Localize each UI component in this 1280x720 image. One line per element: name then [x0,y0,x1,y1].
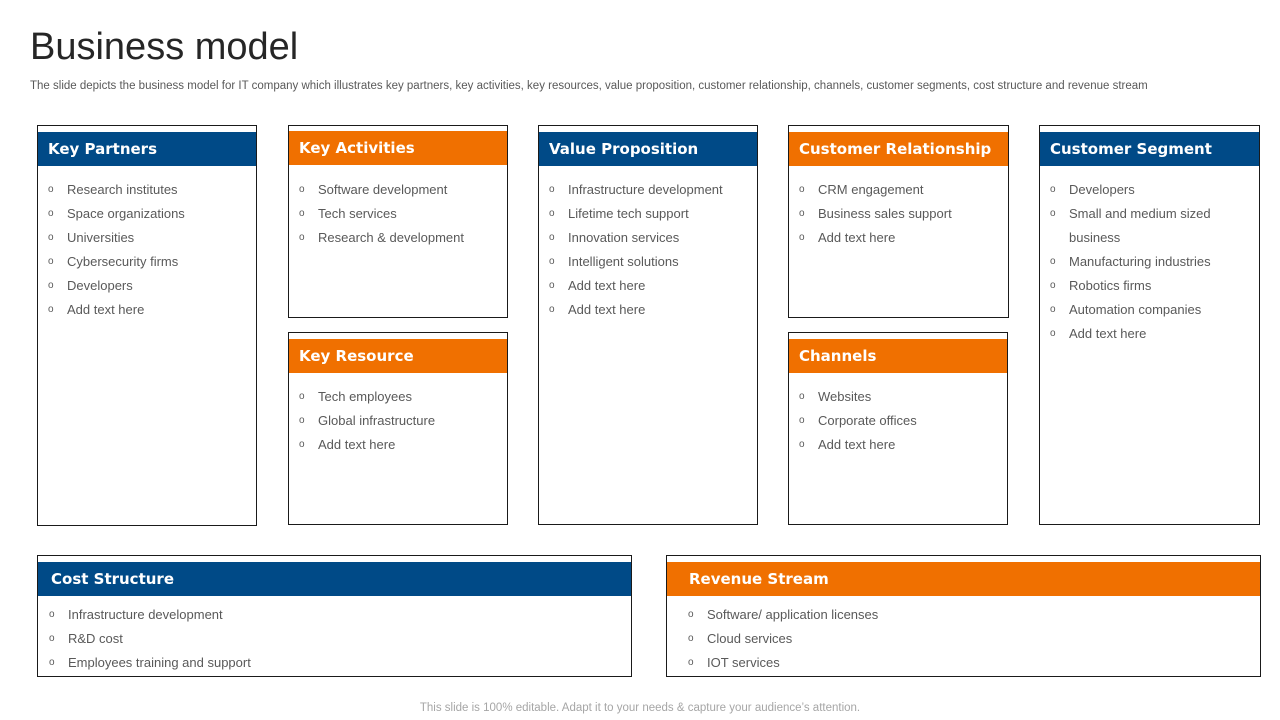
revenue-stream-heading: Revenue Stream [667,562,1260,596]
key-partners-box [37,125,257,526]
bullet-icon: o [688,609,694,620]
channels-heading: Channels [789,339,1007,373]
key-resource-heading: Key Resource [289,339,507,373]
bullet-icon: o [549,232,555,243]
bullet-icon: o [48,256,54,267]
list-item-text: Tech services [318,206,397,221]
bullet-icon: o [49,633,55,644]
bullet-icon: o [1050,208,1056,219]
list-item-text: Small and medium sized business [1069,206,1211,245]
list-item-text: Add text here [568,302,646,317]
list-item [688,651,1252,675]
bullet-icon: o [299,391,305,402]
list-item-text: Global infrastructure [318,413,436,428]
value-proposition-heading: Value Proposition [539,132,757,166]
list-item [799,385,999,409]
bullet-icon: o [299,232,305,243]
list-item-text: Add text here [67,302,145,317]
list-item [48,298,248,322]
list-item-text: Robotics firms [1069,278,1152,293]
list-item [299,433,499,457]
footer-note: This slide is 100% editable. Adapt it to your needs & capture your audience’s attention. [419,702,861,714]
value-proposition-box [538,125,758,525]
list-item [1050,178,1251,202]
list-item [549,202,749,226]
customer-segment-heading: Customer Segment [1040,132,1259,166]
bullet-icon: o [299,415,305,426]
list-item [549,274,749,298]
key-partners-list [48,178,248,322]
list-item-text: Business sales support [818,206,952,221]
bullet-icon: o [1050,328,1056,339]
list-item-text: Developers [67,278,133,293]
bullet-icon: o [1050,304,1056,315]
key-resource-box [288,332,508,525]
list-item-text: IOT services [707,655,780,670]
list-item [799,178,1000,202]
bullet-icon: o [299,439,305,450]
bullet-icon: o [48,304,54,315]
customer-segment-box [1039,125,1260,525]
revenue-stream-list [688,603,1252,675]
list-item [299,385,499,409]
list-item-text: Add text here [818,230,896,245]
list-item [799,226,1000,250]
list-item-text: Corporate offices [818,413,917,428]
bullet-icon: o [48,208,54,219]
list-item [299,202,499,226]
list-item [49,603,623,627]
key-partners-heading: Key Partners [38,132,256,166]
list-item-text: Websites [818,389,872,404]
bullet-icon: o [549,256,555,267]
bullet-icon: o [549,280,555,291]
list-item-text: Tech employees [318,389,412,404]
bullet-icon: o [799,391,805,402]
revenue-stream-box [666,555,1261,677]
value-proposition-list [549,178,749,322]
list-item [48,274,248,298]
bullet-icon: o [688,633,694,644]
bullet-icon: o [1050,256,1056,267]
bullet-icon: o [299,208,305,219]
key-activities-list [299,178,499,250]
cost-structure-heading: Cost Structure [38,562,631,596]
list-item [688,603,1252,627]
bullet-icon: o [688,657,694,668]
page-title: Business model [30,26,299,68]
list-item [48,202,248,226]
customer-relationship-box [788,125,1009,318]
list-item-text: Software development [318,182,448,197]
list-item-text: Research institutes [67,182,178,197]
bullet-icon: o [549,208,555,219]
list-item [48,250,248,274]
key-activities-heading: Key Activities [289,131,507,165]
cost-structure-box [37,555,632,677]
list-item-text: Add text here [318,437,396,452]
list-item [299,409,499,433]
list-item-text: Developers [1069,182,1135,197]
list-item [549,250,749,274]
list-item [1050,250,1251,274]
list-item-text: Innovation services [568,230,680,245]
channels-list [799,385,999,457]
list-item [48,178,248,202]
list-item [799,202,1000,226]
list-item-text: Lifetime tech support [568,206,689,221]
list-item-text: Cloud services [707,631,793,646]
list-item-text: Infrastructure development [68,607,223,622]
list-item-text: CRM engagement [818,182,924,197]
bullet-icon: o [799,208,805,219]
list-item-text: Add text here [568,278,646,293]
list-item [1050,322,1251,346]
cost-structure-list [49,603,623,675]
list-item-text: Research & development [318,230,464,245]
bullet-icon: o [799,415,805,426]
list-item [549,226,749,250]
list-item-text: Manufacturing industries [1069,254,1211,269]
list-item-text: Infrastructure development [568,182,723,197]
list-item [799,409,999,433]
list-item [1050,298,1251,322]
list-item-text: Cybersecurity firms [67,254,179,269]
list-item [549,298,749,322]
list-item-text: Add text here [1069,326,1147,341]
list-item-text: Intelligent solutions [568,254,679,269]
list-item [49,627,623,651]
customer-segment-list [1050,178,1251,346]
customer-relationship-list [799,178,1000,250]
bullet-icon: o [299,184,305,195]
channels-box [788,332,1008,525]
list-item [688,627,1252,651]
bullet-icon: o [48,280,54,291]
list-item-text: Automation companies [1069,302,1202,317]
bullet-icon: o [1050,184,1056,195]
bullet-icon: o [1050,280,1056,291]
list-item [299,226,499,250]
list-item-text: Software/ application licenses [707,607,879,622]
list-item-text: Employees training and support [68,655,251,670]
bullet-icon: o [799,232,805,243]
bullet-icon: o [48,184,54,195]
list-item [48,226,248,250]
key-activities-box [288,125,508,318]
list-item-text: Universities [67,230,135,245]
list-item [799,433,999,457]
list-item [549,178,749,202]
list-item [49,651,623,675]
list-item [299,178,499,202]
list-item [1050,274,1251,298]
list-item-text: Add text here [818,437,896,452]
bullet-icon: o [799,184,805,195]
bullet-icon: o [48,232,54,243]
list-item-text: Space organizations [67,206,185,221]
customer-relationship-heading: Customer Relationship [789,132,1008,166]
page-subtitle: The slide depicts the business model for IT company which illustrates key partners, key activities, key resources, value proposition, customer relationship, channels, customer segments, cost structure and revenue stream [30,80,1148,92]
list-item [1050,202,1251,250]
bullet-icon: o [49,609,55,620]
bullet-icon: o [549,184,555,195]
bullet-icon: o [799,439,805,450]
key-resource-list [299,385,499,457]
bullet-icon: o [549,304,555,315]
list-item-text: R&D cost [68,631,123,646]
bullet-icon: o [49,657,55,668]
